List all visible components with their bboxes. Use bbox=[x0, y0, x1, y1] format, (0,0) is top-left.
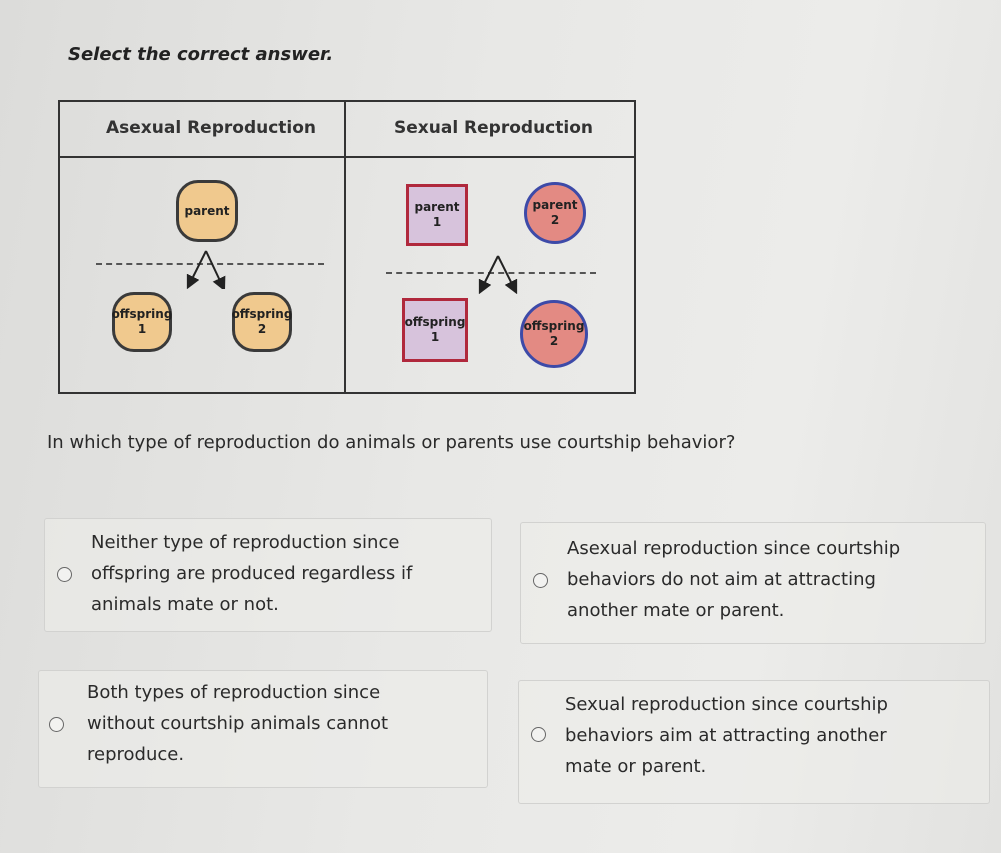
answer-option-2-line-3: another mate or parent. bbox=[567, 600, 785, 621]
answer-option-4-line-1: Sexual reproduction since courtship bbox=[565, 694, 888, 715]
table-divider bbox=[344, 102, 346, 392]
sexual-parent-2-number: 2 bbox=[550, 213, 560, 227]
asexual-offspring-2-label: offspring bbox=[231, 307, 293, 321]
answer-option-1-radio[interactable] bbox=[57, 567, 72, 582]
answer-option-3-line-2: without courtship animals cannot bbox=[87, 713, 389, 734]
answer-option-4-text bbox=[565, 689, 925, 782]
asexual-offspring-1-label: offspring bbox=[111, 307, 173, 321]
sexual-parent-1 bbox=[406, 184, 468, 246]
answer-option-1[interactable] bbox=[44, 518, 492, 632]
answer-option-1-line-2: offspring are produced regardless if bbox=[91, 563, 413, 584]
sexual-parent-1-number: 1 bbox=[432, 215, 442, 229]
asexual-split-arrows-icon bbox=[178, 247, 238, 289]
answer-option-2-line-2: behaviors do not aim at attracting bbox=[567, 569, 876, 590]
reproduction-table bbox=[58, 100, 636, 394]
answer-option-3-text bbox=[87, 677, 447, 770]
answer-option-2[interactable] bbox=[520, 522, 986, 644]
answer-option-3-line-1: Both types of reproduction since bbox=[87, 682, 381, 703]
answer-option-4-line-2: behaviors aim at attracting another bbox=[565, 725, 887, 746]
answer-option-4-radio[interactable] bbox=[531, 727, 546, 742]
answer-option-1-line-1: Neither type of reproduction since bbox=[91, 532, 400, 553]
instruction-text: Select the correct answer. bbox=[68, 44, 334, 65]
answer-option-3-line-3: reproduce. bbox=[87, 744, 185, 765]
asexual-parent bbox=[176, 180, 238, 242]
sexual-split-arrows-icon bbox=[468, 252, 528, 294]
asexual-offspring-2-number: 2 bbox=[257, 322, 267, 336]
answer-option-2-line-1: Asexual reproduction since courtship bbox=[567, 538, 901, 559]
question-text: In which type of reproduction do animals or parents use courtship behavior? bbox=[47, 432, 736, 453]
sexual-offspring-2-number: 2 bbox=[549, 334, 559, 348]
asexual-offspring-1 bbox=[112, 292, 172, 352]
answer-option-2-radio[interactable] bbox=[533, 573, 548, 588]
sexual-parent-2-label: parent bbox=[532, 198, 578, 212]
answer-option-3[interactable] bbox=[38, 670, 488, 788]
sexual-parent-2 bbox=[524, 182, 586, 244]
asexual-header: Asexual Reproduction bbox=[106, 118, 317, 138]
sexual-offspring-1-label: offspring bbox=[404, 315, 466, 329]
sexual-offspring-1-number: 1 bbox=[430, 330, 440, 344]
answer-option-4[interactable] bbox=[518, 680, 990, 804]
asexual-offspring-2 bbox=[232, 292, 292, 352]
answer-option-3-radio[interactable] bbox=[49, 717, 64, 732]
answer-option-1-text bbox=[91, 527, 451, 620]
sexual-offspring-2-label: offspring bbox=[523, 319, 585, 333]
sexual-parent-1-label: parent bbox=[414, 200, 460, 214]
answer-option-4-line-3: mate or parent. bbox=[565, 756, 707, 777]
sexual-header: Sexual Reproduction bbox=[394, 118, 593, 138]
sexual-offspring-2 bbox=[520, 300, 588, 368]
answer-option-1-line-3: animals mate or not. bbox=[91, 594, 279, 615]
asexual-parent-label: parent bbox=[184, 203, 230, 218]
answer-option-2-text bbox=[567, 533, 927, 626]
sexual-offspring-1 bbox=[402, 298, 468, 362]
asexual-offspring-1-number: 1 bbox=[137, 322, 147, 336]
